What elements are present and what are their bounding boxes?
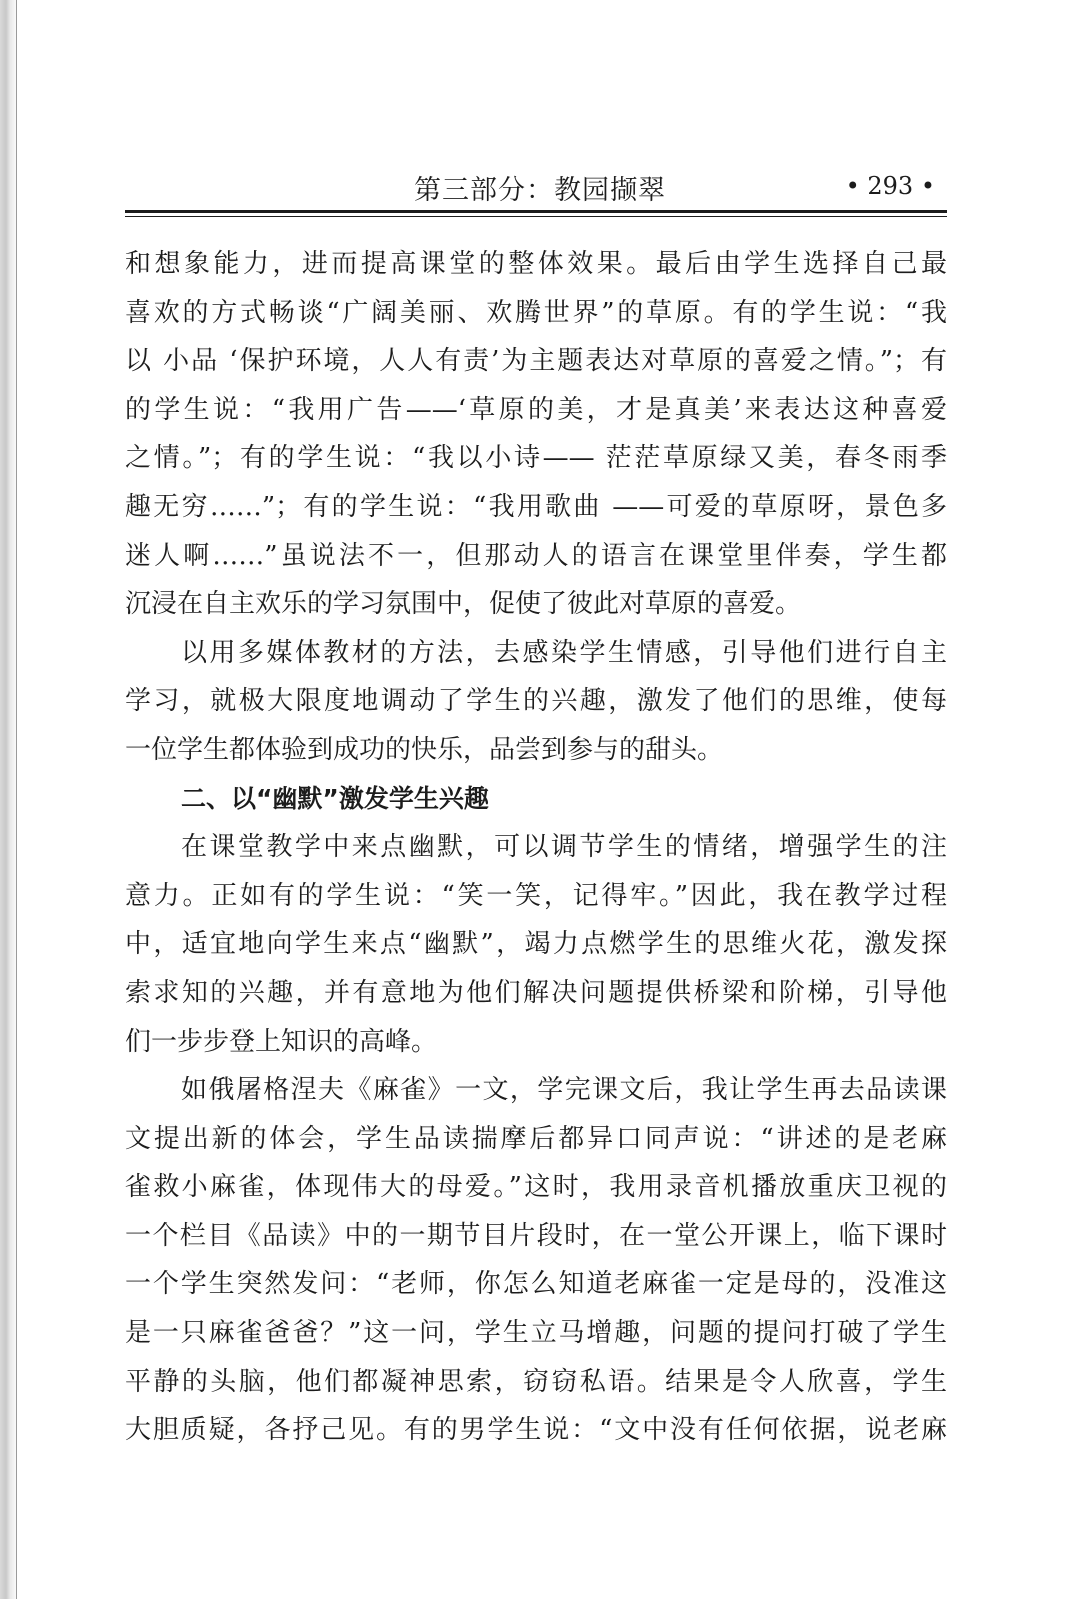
text-line: 的学生说：“我用广告——‘草原的美，才是真美’来表达这种喜爱 [125,394,947,425]
text-line: 雀救小麻雀，体现伟大的母爱。”这时，我用录音机播放重庆卫视的 [125,1172,947,1203]
text-line: 平静的头脑，他们都凝神思索，窃窃私语。结果是令人欣喜，学生 [125,1366,947,1397]
text-line: 一个栏目《品读》中的一期节目片段时，在一堂公开课上，临下课时 [125,1220,947,1251]
text-line: 如俄屠格涅夫《麻雀》一文，学完课文后，我让学生再去品读课 [181,1075,947,1106]
header-rule-thin [125,216,947,217]
text-line: 索求知的兴趣，并有意地为他们解决问题提供桥梁和阶梯，引导他 [125,977,947,1008]
text-line: 意力。正如有的学生说：“笑一笑，记得牢。”因此，我在教学过程 [125,880,947,911]
body-text [125,240,947,1455]
text-line: 是一只麻雀爸爸？”这一问，学生立马增趣，问题的提问打破了学生 [125,1318,947,1349]
section-heading: 二、以“幽默”激发学生兴趣 [181,783,489,813]
text-line: 中，适宜地向学生来点“幽默”，竭力点燃学生的思维火花，激发探 [125,929,947,960]
text-line: 迷人啊……”虽说法不一，但那动人的语言在课堂里伴奏，学生都 [125,540,947,571]
book-page [125,160,955,1446]
text-line: 和想象能力，进而提高课堂的整体效果。最后由学生选择自己最 [125,249,947,279]
text-line: 沉浸在自主欢乐的学习氛围中，促使了彼此对草原的喜爱。 [125,589,802,620]
text-line: 以 小品 ‘保护环境，人人有责’为主题表达对草原的喜爱之情。”；有 [125,346,947,377]
scan-margin [0,0,16,1599]
text-line: 一位学生都体验到成功的快乐，品尝到参与的甜头。 [125,734,724,765]
section-title: 第三部分：教园撷翠 [414,175,666,206]
text-line: 们一步步登上知识的高峰。 [125,1026,438,1057]
text-line: 在课堂教学中来点幽默，可以调节学生的情绪，增强学生的注 [181,832,947,863]
running-header [125,160,955,206]
header-rule-thick [125,210,947,213]
text-line: 一个学生突然发问：“老师，你怎么知道老麻雀一定是母的，没准这 [125,1269,947,1300]
text-line: 以用多媒体教材的方法，去感染学生情感，引导他们进行自主 [181,637,947,668]
text-line: 学习，就极大限度地调动了学生的兴趣，激发了他们的思维，使每 [125,686,947,717]
text-line: 喜欢的方式畅谈“广阔美丽、欢腾世界”的草原。有的学生说：“我 [125,297,947,328]
text-line: 文提出新的体会，学生品读揣摩后都异口同声说：“讲述的是老麻 [125,1123,947,1154]
scan-margin-edge [16,0,17,1599]
page-number: • 293 • [845,172,935,200]
text-line: 趣无穷……”；有的学生说：“我用歌曲 ——可爱的草原呀，景色多 [125,491,947,522]
text-line: 大胆质疑，各抒己见。有的男学生说：“文中没有任何依据，说老麻 [125,1415,947,1446]
text-line: 之情。”；有的学生说：“我以小诗—— 茫茫草原绿又美，春冬雨季 [125,443,947,474]
